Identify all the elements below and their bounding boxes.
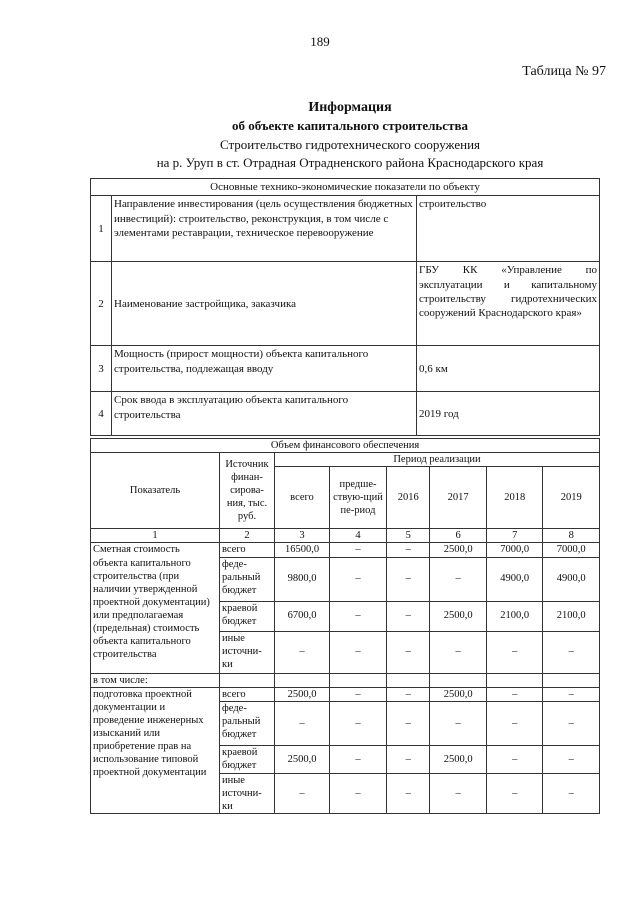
value-cell: 7000,0 [543,543,600,557]
tech-row-num: 3 [91,346,112,392]
value-cell: 2100,0 [486,601,543,631]
col-total: всего [275,467,330,529]
tech-row-value: 2019 год [417,392,600,436]
col-indicator: Показатель [91,453,220,529]
col-number: 1 [91,529,220,543]
tech-row [91,392,600,436]
source-cell: всего [220,687,275,701]
tech-row-value: ГБУ КК «Управление по эксплуатации и капитальному строительству гидротехнических сооружений Краснодарского края» [417,262,600,346]
group1-label: Сметная стоимость объекта капитального строительства (при наличии утвержденной проектной документации) или предполагаемая (предельная) стоимость объекта капитального строительства [91,543,220,673]
value-cell: – [330,557,387,601]
table-label: Таблица № 97 [522,64,606,79]
value-cell: – [430,631,487,673]
value-cell: 2500,0 [430,687,487,701]
object-name-line2: на р. Уруп в ст. Отрадная Отрадненского района Краснодарского края [156,155,544,170]
value-cell: – [387,773,430,813]
tech-header-row [91,179,600,196]
value-cell: 7000,0 [486,543,543,557]
value-cell: – [543,687,600,701]
value-cell: 2100,0 [543,601,600,631]
value-cell: – [330,543,387,557]
source-cell: иные источни-ки [220,631,275,673]
value-cell: – [543,745,600,773]
col-year: 2016 [387,467,430,529]
table-row [91,687,600,701]
fin-header-row [91,439,600,453]
value-cell: 4900,0 [543,557,600,601]
value-cell: – [486,687,543,701]
page-number: 189 [310,34,330,49]
including-label: в том числе: [91,673,220,687]
tech-table-header: Основные технико-экономические показатели по объекту [91,179,600,196]
value-cell: – [330,745,387,773]
value-cell: 16500,0 [275,543,330,557]
value-cell: – [330,601,387,631]
tech-row [91,196,600,262]
value-cell: – [387,601,430,631]
col-previous: предше-ствую-щий пе-риод [330,467,387,529]
value-cell: 2500,0 [430,601,487,631]
value-cell: – [387,701,430,745]
tech-row [91,346,600,392]
tech-row-num: 2 [91,262,112,346]
doc-title: Информация [308,100,392,115]
value-cell: – [330,687,387,701]
fin-colhead-row [91,453,600,467]
col-number: 8 [543,529,600,543]
value-cell: 2500,0 [430,543,487,557]
source-cell: феде-ральный бюджет [220,557,275,601]
source-cell: феде-ральный бюджет [220,701,275,745]
source-cell: краевой бюджет [220,745,275,773]
col-number: 3 [275,529,330,543]
col-number: 5 [387,529,430,543]
col-number: 4 [330,529,387,543]
value-cell: – [486,701,543,745]
value-cell: – [387,557,430,601]
value-cell: 2500,0 [275,687,330,701]
including-row [91,673,600,687]
value-cell: – [430,773,487,813]
value-cell: – [387,543,430,557]
col-number: 6 [430,529,487,543]
value-cell: – [387,745,430,773]
value-cell: – [430,701,487,745]
fin-table-header: Объем финансового обеспечения [91,439,600,453]
value-cell: 9800,0 [275,557,330,601]
table-row [91,543,600,557]
tech-row-label: Направление инвестирования (цель осуществления бюджетных инвестиций): строительство, реконструкция, в том числе с элементами реставрации, техническое перевооружение [112,196,417,262]
value-cell: 2500,0 [275,745,330,773]
col-number: 7 [486,529,543,543]
tech-row-label: Мощность (прирост мощности) объекта капитального строительства, подлежащая вводу [112,346,417,392]
source-cell: краевой бюджет [220,601,275,631]
value-cell: – [543,631,600,673]
col-period: Период реализации [275,453,600,467]
source-cell: всего [220,543,275,557]
col-source: Источник финан-сирова-ния, тыс. руб. [220,453,275,529]
tech-indicators-table [90,178,600,436]
value-cell: – [275,773,330,813]
group2-label: подготовка проектной документации и проведение инженерных изысканий или приобретение прав на использование типовой проектной документации [91,687,220,814]
value-cell: – [543,701,600,745]
value-cell: – [543,773,600,813]
source-cell: иные источни-ки [220,773,275,813]
value-cell: – [275,631,330,673]
tech-row-value: строительство [417,196,600,262]
tech-row-num: 1 [91,196,112,262]
tech-row-label: Срок ввода в эксплуатацию объекта капитального строительства [112,392,417,436]
value-cell: – [330,773,387,813]
value-cell: – [430,557,487,601]
col-year: 2019 [543,467,600,529]
value-cell: – [387,687,430,701]
value-cell: – [330,701,387,745]
value-cell: – [486,631,543,673]
tech-row-value: 0,6 км [417,346,600,392]
value-cell: 6700,0 [275,601,330,631]
value-cell: – [486,773,543,813]
value-cell: – [486,745,543,773]
value-cell: 4900,0 [486,557,543,601]
financing-table [90,438,600,814]
value-cell: 2500,0 [430,745,487,773]
doc-subtitle: об объекте капитального строительства [232,118,468,133]
col-year: 2017 [430,467,487,529]
value-cell: – [387,631,430,673]
value-cell: – [330,631,387,673]
tech-row-num: 4 [91,392,112,436]
col-number: 2 [220,529,275,543]
tech-row-label: Наименование застройщика, заказчика [112,262,417,346]
col-number-row [91,529,600,543]
value-cell: – [275,701,330,745]
object-name-line1: Строительство гидротехнического сооружения [219,137,481,152]
tech-row [91,262,600,346]
col-year: 2018 [486,467,543,529]
